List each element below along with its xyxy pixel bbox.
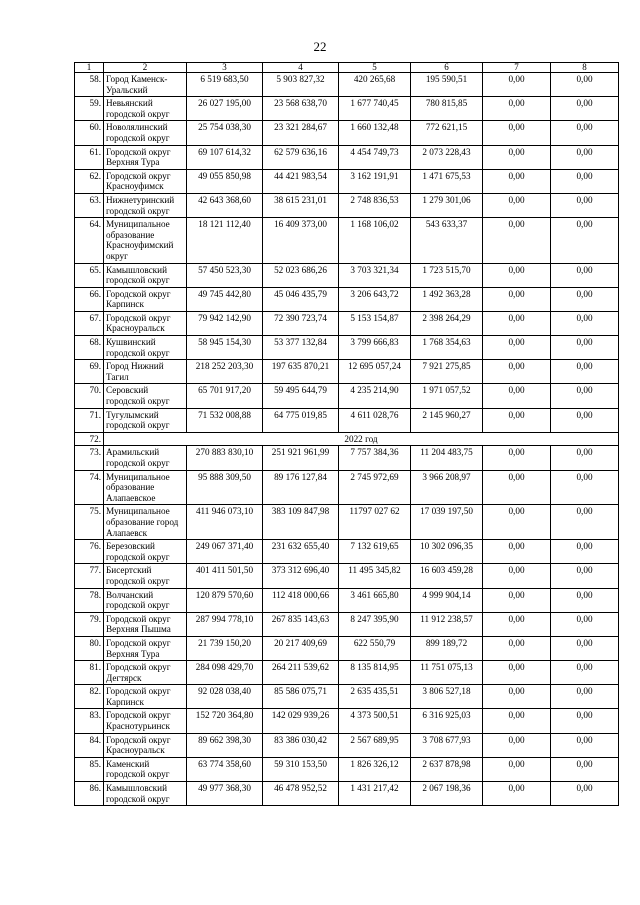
value-col-5: 8 135 814,95	[339, 661, 411, 685]
value-col-5: 3 461 665,80	[339, 588, 411, 612]
value-col-5: 1 660 132,48	[339, 121, 411, 145]
row-number: 64.	[75, 218, 104, 263]
value-col-5: 3 206 643,72	[339, 287, 411, 311]
section-label: 2022 год	[104, 432, 619, 446]
value-col-3: 411 946 073,10	[187, 505, 263, 540]
municipality-name: Бисертский городской округ	[104, 564, 187, 588]
row-number: 81.	[75, 661, 104, 685]
value-col-4: 264 211 539,62	[263, 661, 339, 685]
value-col-5: 1 677 740,45	[339, 97, 411, 121]
column-header-6: 6	[411, 63, 483, 73]
table-row	[75, 263, 619, 287]
table-row	[75, 169, 619, 193]
value-col-7: 0,00	[483, 612, 551, 636]
value-col-3: 21 739 150,20	[187, 636, 263, 660]
value-col-8: 0,00	[551, 408, 619, 432]
value-col-5: 3 162 191,91	[339, 169, 411, 193]
row-number: 67.	[75, 311, 104, 335]
value-col-3: 152 720 364,80	[187, 709, 263, 733]
value-col-3: 284 098 429,70	[187, 661, 263, 685]
value-col-8: 0,00	[551, 336, 619, 360]
value-col-3: 25 754 038,30	[187, 121, 263, 145]
table-row	[75, 218, 619, 263]
row-number: 60.	[75, 121, 104, 145]
value-col-4: 53 377 132,84	[263, 336, 339, 360]
value-col-8: 0,00	[551, 564, 619, 588]
value-col-7: 0,00	[483, 782, 551, 806]
row-number: 58.	[75, 73, 104, 97]
section-number: 72.	[75, 432, 104, 446]
value-col-3: 42 643 368,60	[187, 193, 263, 217]
value-col-5: 2 567 689,95	[339, 733, 411, 757]
value-col-4: 16 409 373,00	[263, 218, 339, 263]
value-col-7: 0,00	[483, 263, 551, 287]
value-col-6: 6 316 925,03	[411, 709, 483, 733]
table-row	[75, 505, 619, 540]
table-row	[75, 564, 619, 588]
value-col-6: 10 302 096,35	[411, 540, 483, 564]
page-number: 22	[313, 39, 327, 54]
column-header-8: 8	[551, 63, 619, 73]
value-col-4: 85 586 075,71	[263, 685, 339, 709]
municipality-name: Городской округ Карпинск	[104, 287, 187, 311]
value-col-8: 0,00	[551, 540, 619, 564]
value-col-4: 45 046 435,79	[263, 287, 339, 311]
value-col-6: 899 189,72	[411, 636, 483, 660]
table-row	[75, 757, 619, 781]
municipality-name: Городской округ Карпинск	[104, 685, 187, 709]
value-col-7: 0,00	[483, 661, 551, 685]
value-col-7: 0,00	[483, 446, 551, 470]
table-body-part-a	[75, 73, 619, 433]
municipality-name: Муниципальное образование город Алапаевск	[104, 505, 187, 540]
value-col-7: 0,00	[483, 218, 551, 263]
value-col-7: 0,00	[483, 287, 551, 311]
table-row	[75, 336, 619, 360]
value-col-7: 0,00	[483, 733, 551, 757]
value-col-8: 0,00	[551, 169, 619, 193]
table-row	[75, 145, 619, 169]
value-col-8: 0,00	[551, 446, 619, 470]
municipality-name: Камышловский городской округ	[104, 263, 187, 287]
municipality-name: Тугулымский городской округ	[104, 408, 187, 432]
value-col-7: 0,00	[483, 757, 551, 781]
value-col-5: 4 454 749,73	[339, 145, 411, 169]
column-header-7: 7	[483, 63, 551, 73]
value-col-8: 0,00	[551, 588, 619, 612]
table-body-part-b	[75, 446, 619, 806]
table-row	[75, 588, 619, 612]
municipality-name: Кушвинский городской округ	[104, 336, 187, 360]
row-number: 80.	[75, 636, 104, 660]
value-col-5: 420 265,68	[339, 73, 411, 97]
value-col-8: 0,00	[551, 757, 619, 781]
value-col-8: 0,00	[551, 470, 619, 505]
value-col-4: 62 579 636,16	[263, 145, 339, 169]
value-col-8: 0,00	[551, 218, 619, 263]
value-col-3: 18 121 112,40	[187, 218, 263, 263]
value-col-5: 2 635 435,51	[339, 685, 411, 709]
column-header-5: 5	[339, 63, 411, 73]
municipality-name: Муниципальное образование Красноуфимский округ	[104, 218, 187, 263]
value-col-3: 218 252 203,30	[187, 360, 263, 384]
value-col-5: 622 550,79	[339, 636, 411, 660]
value-col-3: 120 879 570,60	[187, 588, 263, 612]
municipality-name: Каменский городской округ	[104, 757, 187, 781]
value-col-4: 142 029 939,26	[263, 709, 339, 733]
table-row	[75, 446, 619, 470]
table-row	[75, 612, 619, 636]
value-col-4: 89 176 127,84	[263, 470, 339, 505]
value-col-8: 0,00	[551, 661, 619, 685]
row-number: 82.	[75, 685, 104, 709]
municipality-name: Нижнетуринский городской округ	[104, 193, 187, 217]
value-col-4: 383 109 847,98	[263, 505, 339, 540]
value-col-4: 72 390 723,74	[263, 311, 339, 335]
table-row	[75, 121, 619, 145]
value-col-6: 2 145 960,27	[411, 408, 483, 432]
row-number: 71.	[75, 408, 104, 432]
data-table	[74, 62, 619, 806]
municipality-name: Город Нижний Тагил	[104, 360, 187, 384]
value-col-6: 772 621,15	[411, 121, 483, 145]
municipality-name: Волчанский городской округ	[104, 588, 187, 612]
table-row	[75, 97, 619, 121]
value-col-8: 0,00	[551, 505, 619, 540]
value-col-8: 0,00	[551, 145, 619, 169]
value-col-6: 780 815,85	[411, 97, 483, 121]
value-col-4: 251 921 961,99	[263, 446, 339, 470]
table-row	[75, 311, 619, 335]
municipality-name: Городской округ Красноуральск	[104, 311, 187, 335]
table-row	[75, 540, 619, 564]
value-col-3: 71 532 008,88	[187, 408, 263, 432]
value-col-3: 49 745 442,80	[187, 287, 263, 311]
value-col-6: 1 471 675,53	[411, 169, 483, 193]
value-col-5: 2 748 836,53	[339, 193, 411, 217]
value-col-6: 543 633,37	[411, 218, 483, 263]
value-col-3: 95 888 309,50	[187, 470, 263, 505]
row-number: 86.	[75, 782, 104, 806]
value-col-5: 11797 027 62	[339, 505, 411, 540]
municipality-name: Городской округ Верхняя Тура	[104, 636, 187, 660]
row-number: 75.	[75, 505, 104, 540]
value-col-3: 58 945 154,30	[187, 336, 263, 360]
value-col-8: 0,00	[551, 121, 619, 145]
column-header-4: 4	[263, 63, 339, 73]
value-col-6: 1 768 354,63	[411, 336, 483, 360]
value-col-6: 7 921 275,85	[411, 360, 483, 384]
value-col-7: 0,00	[483, 685, 551, 709]
table-row	[75, 685, 619, 709]
value-col-6: 11 751 075,13	[411, 661, 483, 685]
municipality-name: Городской округ Верхняя Тура	[104, 145, 187, 169]
value-col-7: 0,00	[483, 408, 551, 432]
value-col-8: 0,00	[551, 636, 619, 660]
value-col-7: 0,00	[483, 336, 551, 360]
value-col-7: 0,00	[483, 588, 551, 612]
row-number: 78.	[75, 588, 104, 612]
value-col-4: 46 478 952,52	[263, 782, 339, 806]
column-header-1: 1	[75, 63, 104, 73]
municipality-name: Городской округ Краснотурьинск	[104, 709, 187, 733]
value-col-5: 8 247 395,90	[339, 612, 411, 636]
value-col-7: 0,00	[483, 145, 551, 169]
value-col-5: 1 826 326,12	[339, 757, 411, 781]
municipality-name: Камышловский городской округ	[104, 782, 187, 806]
value-col-7: 0,00	[483, 360, 551, 384]
value-col-6: 11 912 238,57	[411, 612, 483, 636]
value-col-4: 59 495 644,79	[263, 384, 339, 408]
row-number: 84.	[75, 733, 104, 757]
value-col-4: 373 312 696,40	[263, 564, 339, 588]
row-number: 77.	[75, 564, 104, 588]
value-col-7: 0,00	[483, 540, 551, 564]
value-col-7: 0,00	[483, 121, 551, 145]
value-col-7: 0,00	[483, 169, 551, 193]
value-col-7: 0,00	[483, 470, 551, 505]
value-col-5: 4 373 500,51	[339, 709, 411, 733]
row-number: 68.	[75, 336, 104, 360]
municipality-name: Городской округ Красноуфимск	[104, 169, 187, 193]
header-row	[75, 63, 619, 73]
value-col-5: 5 153 154,87	[339, 311, 411, 335]
municipality-name: Новолялинский городской округ	[104, 121, 187, 145]
value-col-3: 249 067 371,40	[187, 540, 263, 564]
table-row	[75, 709, 619, 733]
value-col-4: 20 217 409,69	[263, 636, 339, 660]
value-col-3: 26 027 195,00	[187, 97, 263, 121]
table-row	[75, 73, 619, 97]
municipality-name: Серовский городской округ	[104, 384, 187, 408]
value-col-6: 4 999 904,14	[411, 588, 483, 612]
value-col-8: 0,00	[551, 263, 619, 287]
row-number: 59.	[75, 97, 104, 121]
municipality-name: Березовский городской округ	[104, 540, 187, 564]
value-col-3: 65 701 917,20	[187, 384, 263, 408]
value-col-6: 2 073 228,43	[411, 145, 483, 169]
value-col-8: 0,00	[551, 97, 619, 121]
value-col-4: 231 632 655,40	[263, 540, 339, 564]
row-number: 74.	[75, 470, 104, 505]
column-header-3: 3	[187, 63, 263, 73]
table-row	[75, 661, 619, 685]
value-col-8: 0,00	[551, 287, 619, 311]
value-col-6: 1 971 057,52	[411, 384, 483, 408]
value-col-7: 0,00	[483, 564, 551, 588]
value-col-7: 0,00	[483, 97, 551, 121]
section-row-group	[75, 432, 619, 446]
value-col-4: 59 310 153,50	[263, 757, 339, 781]
value-col-3: 401 411 501,50	[187, 564, 263, 588]
value-col-4: 267 835 143,63	[263, 612, 339, 636]
value-col-3: 79 942 142,90	[187, 311, 263, 335]
table-row	[75, 408, 619, 432]
table-row	[75, 636, 619, 660]
municipality-name: Городской округ Верхняя Пышма	[104, 612, 187, 636]
table-row	[75, 384, 619, 408]
row-number: 76.	[75, 540, 104, 564]
row-number: 66.	[75, 287, 104, 311]
value-col-6: 3 806 527,18	[411, 685, 483, 709]
value-col-7: 0,00	[483, 505, 551, 540]
row-number: 83.	[75, 709, 104, 733]
table-row	[75, 360, 619, 384]
value-col-4: 52 023 686,26	[263, 263, 339, 287]
value-col-5: 3 703 321,34	[339, 263, 411, 287]
value-col-7: 0,00	[483, 636, 551, 660]
value-col-6: 17 039 197,50	[411, 505, 483, 540]
value-col-5: 11 495 345,82	[339, 564, 411, 588]
value-col-3: 92 028 038,40	[187, 685, 263, 709]
municipality-name: Город Каменск-Уральский	[104, 73, 187, 97]
value-col-3: 57 450 523,30	[187, 263, 263, 287]
value-col-8: 0,00	[551, 311, 619, 335]
value-col-5: 4 611 028,76	[339, 408, 411, 432]
value-col-6: 2 067 198,36	[411, 782, 483, 806]
value-col-5: 12 695 057,24	[339, 360, 411, 384]
value-col-6: 11 204 483,75	[411, 446, 483, 470]
value-col-6: 195 590,51	[411, 73, 483, 97]
value-col-3: 6 519 683,50	[187, 73, 263, 97]
municipality-name: Арамильский городской округ	[104, 446, 187, 470]
value-col-5: 3 799 666,83	[339, 336, 411, 360]
section-row	[75, 432, 619, 446]
value-col-4: 5 903 827,32	[263, 73, 339, 97]
value-col-6: 3 966 208,97	[411, 470, 483, 505]
value-col-4: 23 321 284,67	[263, 121, 339, 145]
value-col-6: 3 708 677,93	[411, 733, 483, 757]
table-row	[75, 470, 619, 505]
value-col-8: 0,00	[551, 782, 619, 806]
value-col-5: 2 745 972,69	[339, 470, 411, 505]
value-col-4: 23 568 638,70	[263, 97, 339, 121]
value-col-3: 63 774 358,60	[187, 757, 263, 781]
value-col-3: 69 107 614,32	[187, 145, 263, 169]
value-col-6: 2 637 878,98	[411, 757, 483, 781]
row-number: 70.	[75, 384, 104, 408]
row-number: 79.	[75, 612, 104, 636]
value-col-5: 4 235 214,90	[339, 384, 411, 408]
value-col-4: 83 386 030,42	[263, 733, 339, 757]
row-number: 73.	[75, 446, 104, 470]
value-col-7: 0,00	[483, 73, 551, 97]
value-col-4: 112 418 000,66	[263, 588, 339, 612]
value-col-7: 0,00	[483, 311, 551, 335]
value-col-4: 64 775 019,85	[263, 408, 339, 432]
row-number: 61.	[75, 145, 104, 169]
municipality-name: Муниципальное образование Алапаевское	[104, 470, 187, 505]
municipality-name: Городской округ Красноуральск	[104, 733, 187, 757]
value-col-8: 0,00	[551, 709, 619, 733]
value-col-8: 0,00	[551, 685, 619, 709]
value-col-8: 0,00	[551, 612, 619, 636]
value-col-5: 7 132 619,65	[339, 540, 411, 564]
value-col-6: 1 723 515,70	[411, 263, 483, 287]
value-col-5: 7 757 384,36	[339, 446, 411, 470]
value-col-8: 0,00	[551, 733, 619, 757]
row-number: 85.	[75, 757, 104, 781]
row-number: 63.	[75, 193, 104, 217]
municipality-name: Невьянский городской округ	[104, 97, 187, 121]
value-col-3: 287 994 778,10	[187, 612, 263, 636]
municipality-name: Городской округ Дегтярск	[104, 661, 187, 685]
value-col-5: 1 168 106,02	[339, 218, 411, 263]
row-number: 62.	[75, 169, 104, 193]
row-number: 69.	[75, 360, 104, 384]
value-col-4: 44 421 983,54	[263, 169, 339, 193]
value-col-4: 38 615 231,01	[263, 193, 339, 217]
table-row	[75, 782, 619, 806]
value-col-8: 0,00	[551, 360, 619, 384]
value-col-3: 89 662 398,30	[187, 733, 263, 757]
table-row	[75, 287, 619, 311]
value-col-5: 1 431 217,42	[339, 782, 411, 806]
value-col-6: 16 603 459,28	[411, 564, 483, 588]
value-col-8: 0,00	[551, 193, 619, 217]
value-col-3: 49 055 850,98	[187, 169, 263, 193]
value-col-3: 49 977 368,30	[187, 782, 263, 806]
value-col-7: 0,00	[483, 709, 551, 733]
row-number: 65.	[75, 263, 104, 287]
value-col-8: 0,00	[551, 73, 619, 97]
value-col-4: 197 635 870,21	[263, 360, 339, 384]
value-col-7: 0,00	[483, 193, 551, 217]
table-row	[75, 733, 619, 757]
value-col-3: 270 883 830,10	[187, 446, 263, 470]
value-col-6: 1 279 301,06	[411, 193, 483, 217]
value-col-6: 1 492 363,28	[411, 287, 483, 311]
table-row	[75, 193, 619, 217]
value-col-8: 0,00	[551, 384, 619, 408]
column-header-2: 2	[104, 63, 187, 73]
value-col-7: 0,00	[483, 384, 551, 408]
value-col-6: 2 398 264,29	[411, 311, 483, 335]
